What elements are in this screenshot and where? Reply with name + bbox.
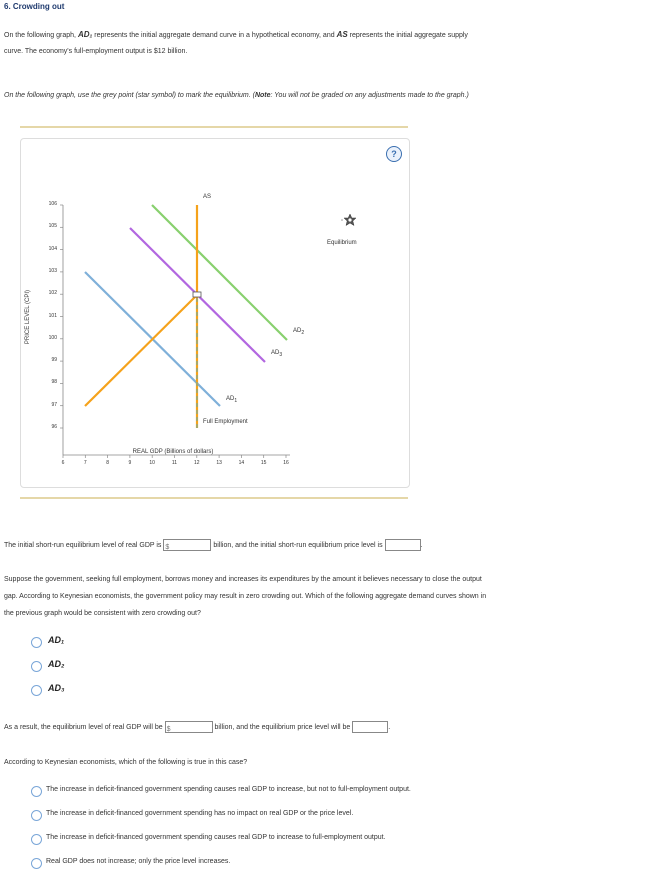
y-tick-label: 106	[48, 201, 57, 207]
q1-text-3: .	[420, 542, 423, 549]
as-upward-segment[interactable]	[85, 295, 197, 406]
x-tick-label: 7	[83, 460, 87, 466]
x-tick-label: 11	[171, 460, 178, 466]
q2-line-2: gap. According to Keynesian economists, the government policy may result in zero crowding out. Which of the following aggregate demand curves shown in	[4, 593, 487, 600]
x-tick-label: 14	[238, 460, 245, 466]
q4-option-1-radio[interactable]	[31, 786, 42, 797]
x-tick-marks	[63, 455, 286, 458]
y-tick-label: 97	[51, 401, 57, 408]
q3-text-2: billion, and the equilibrium price level will be	[214, 724, 351, 731]
instruction-text: On the following graph, use the grey point (star symbol) to mark the equilibrium. (	[4, 92, 255, 99]
y-tick-label: 96	[51, 424, 57, 430]
q1-row	[4, 538, 423, 553]
help-icon[interactable]: ?	[386, 146, 402, 162]
y-tick-label: 99	[51, 357, 57, 364]
x-tick-label: 8	[106, 460, 109, 466]
q1-text-1: The initial short-run equilibrium level of real GDP is	[4, 542, 162, 549]
x-tick-label: 12	[194, 460, 200, 466]
x-tick-label: 10	[149, 460, 155, 466]
x-tick-label: 13	[216, 460, 222, 466]
full-employment-label: Full Employment	[203, 419, 248, 425]
ad3-label-text: AD	[271, 350, 280, 356]
ad2-radio[interactable]	[31, 661, 42, 672]
y-tick-label: 105	[48, 223, 57, 230]
q4-option-1-label[interactable]: The increase in deficit-financed government spending causes real GDP to increase, but not to full-employment output.	[46, 786, 411, 793]
y-tick-label: 104	[48, 245, 57, 252]
q1-text-2: billion, and the initial short-run equilibrium price level is	[213, 542, 383, 549]
q2-line-3: the previous graph would be consistent with zero crowding out?	[4, 610, 201, 617]
ad2-label-text: AD	[293, 328, 302, 334]
q3-dollar: $	[166, 726, 171, 734]
ad2-option-label[interactable]: AD₂	[48, 659, 65, 669]
y-tick-marks	[60, 205, 63, 428]
q3-text-3: .	[388, 724, 391, 731]
q4-option-2-label[interactable]: The increase in deficit-financed government spending has no impact on real GDP or the price level.	[46, 810, 354, 817]
q4-option-4-label[interactable]: Real GDP does not increase; only the price level increases.	[46, 858, 231, 865]
ad1-label-text: AD	[226, 396, 235, 402]
intro-text-2: represents the initial aggregate demand curve in a hypothetical economy, and	[92, 32, 337, 39]
y-tick-label: 103	[48, 267, 57, 274]
y-tick-label: 101	[48, 312, 57, 319]
y-axis-label: PRICE LEVEL (CPI)	[25, 289, 31, 345]
x-tick-label: 15	[260, 460, 267, 466]
question-title: 6. Crowding out	[4, 2, 65, 11]
instruction-note-label: Note	[254, 92, 271, 99]
q4-option-4-radio[interactable]	[31, 858, 42, 869]
y-tick-label: 98	[51, 379, 57, 386]
equilibrium-label: Equilibrium	[327, 240, 357, 246]
ad1-option-label[interactable]: AD₁	[48, 635, 65, 645]
ad3-radio[interactable]	[31, 685, 42, 696]
equilibrium-star-icon[interactable]	[341, 214, 356, 226]
y-tick-label: 102	[48, 290, 57, 297]
x-tick-label: 9	[128, 460, 132, 466]
bottom-divider	[20, 497, 408, 499]
q3-text-1: As a result, the equilibrium level of real GDP will be	[4, 724, 163, 731]
intro-text-1: On the following graph,	[4, 32, 78, 39]
intersection-marker[interactable]	[193, 292, 201, 297]
ad1-curve-label	[226, 396, 237, 404]
instruction-note: : You will not be graded on any adjustments made to the graph.)	[270, 92, 469, 99]
ad2-curve-label	[293, 328, 304, 336]
y-tick-label: 100	[48, 334, 57, 341]
ad3-curve-label	[271, 350, 282, 358]
x-axis-label: REAL GDP (Billions of dollars)	[132, 449, 214, 455]
x-tick-label: 6	[61, 460, 65, 466]
ad3-label-sub: 3	[279, 352, 283, 359]
as-curve-label: AS	[203, 194, 212, 200]
q3-price-input[interactable]	[352, 721, 391, 733]
ad1-radio[interactable]	[31, 637, 42, 648]
intro-as: AS	[336, 30, 348, 39]
q2-line-1: Suppose the government, seeking full employment, borrows money and increases its expenditures by the amount it believes necessary to close the output	[4, 576, 482, 583]
ad3-option-label[interactable]: AD₃	[48, 683, 65, 693]
q3-gdp-input[interactable]	[165, 721, 213, 733]
q4-option-2-radio[interactable]	[31, 810, 42, 821]
q4-question: According to Keynesian economists, which of the following is true in this case?	[4, 759, 248, 766]
q3-row	[4, 720, 390, 735]
ad1-label-sub: 1	[234, 398, 238, 405]
intro-line-2: curve. The economy's full-employment output is $12 billion.	[4, 48, 188, 55]
intro-text-3: represents the initial aggregate supply	[347, 32, 468, 39]
q1-price-input[interactable]	[385, 539, 421, 551]
q1-gdp-input[interactable]	[163, 539, 211, 551]
intro-ad1: AD₁	[77, 30, 93, 39]
q1-dollar: $	[165, 544, 170, 552]
x-tick-label: 16	[283, 460, 289, 466]
q4-option-3-radio[interactable]	[31, 834, 42, 845]
ad2-label-sub: 2	[301, 330, 305, 337]
q4-option-3-label[interactable]: The increase in deficit-financed government spending causes real GDP to increase to full-employment output.	[46, 834, 386, 841]
